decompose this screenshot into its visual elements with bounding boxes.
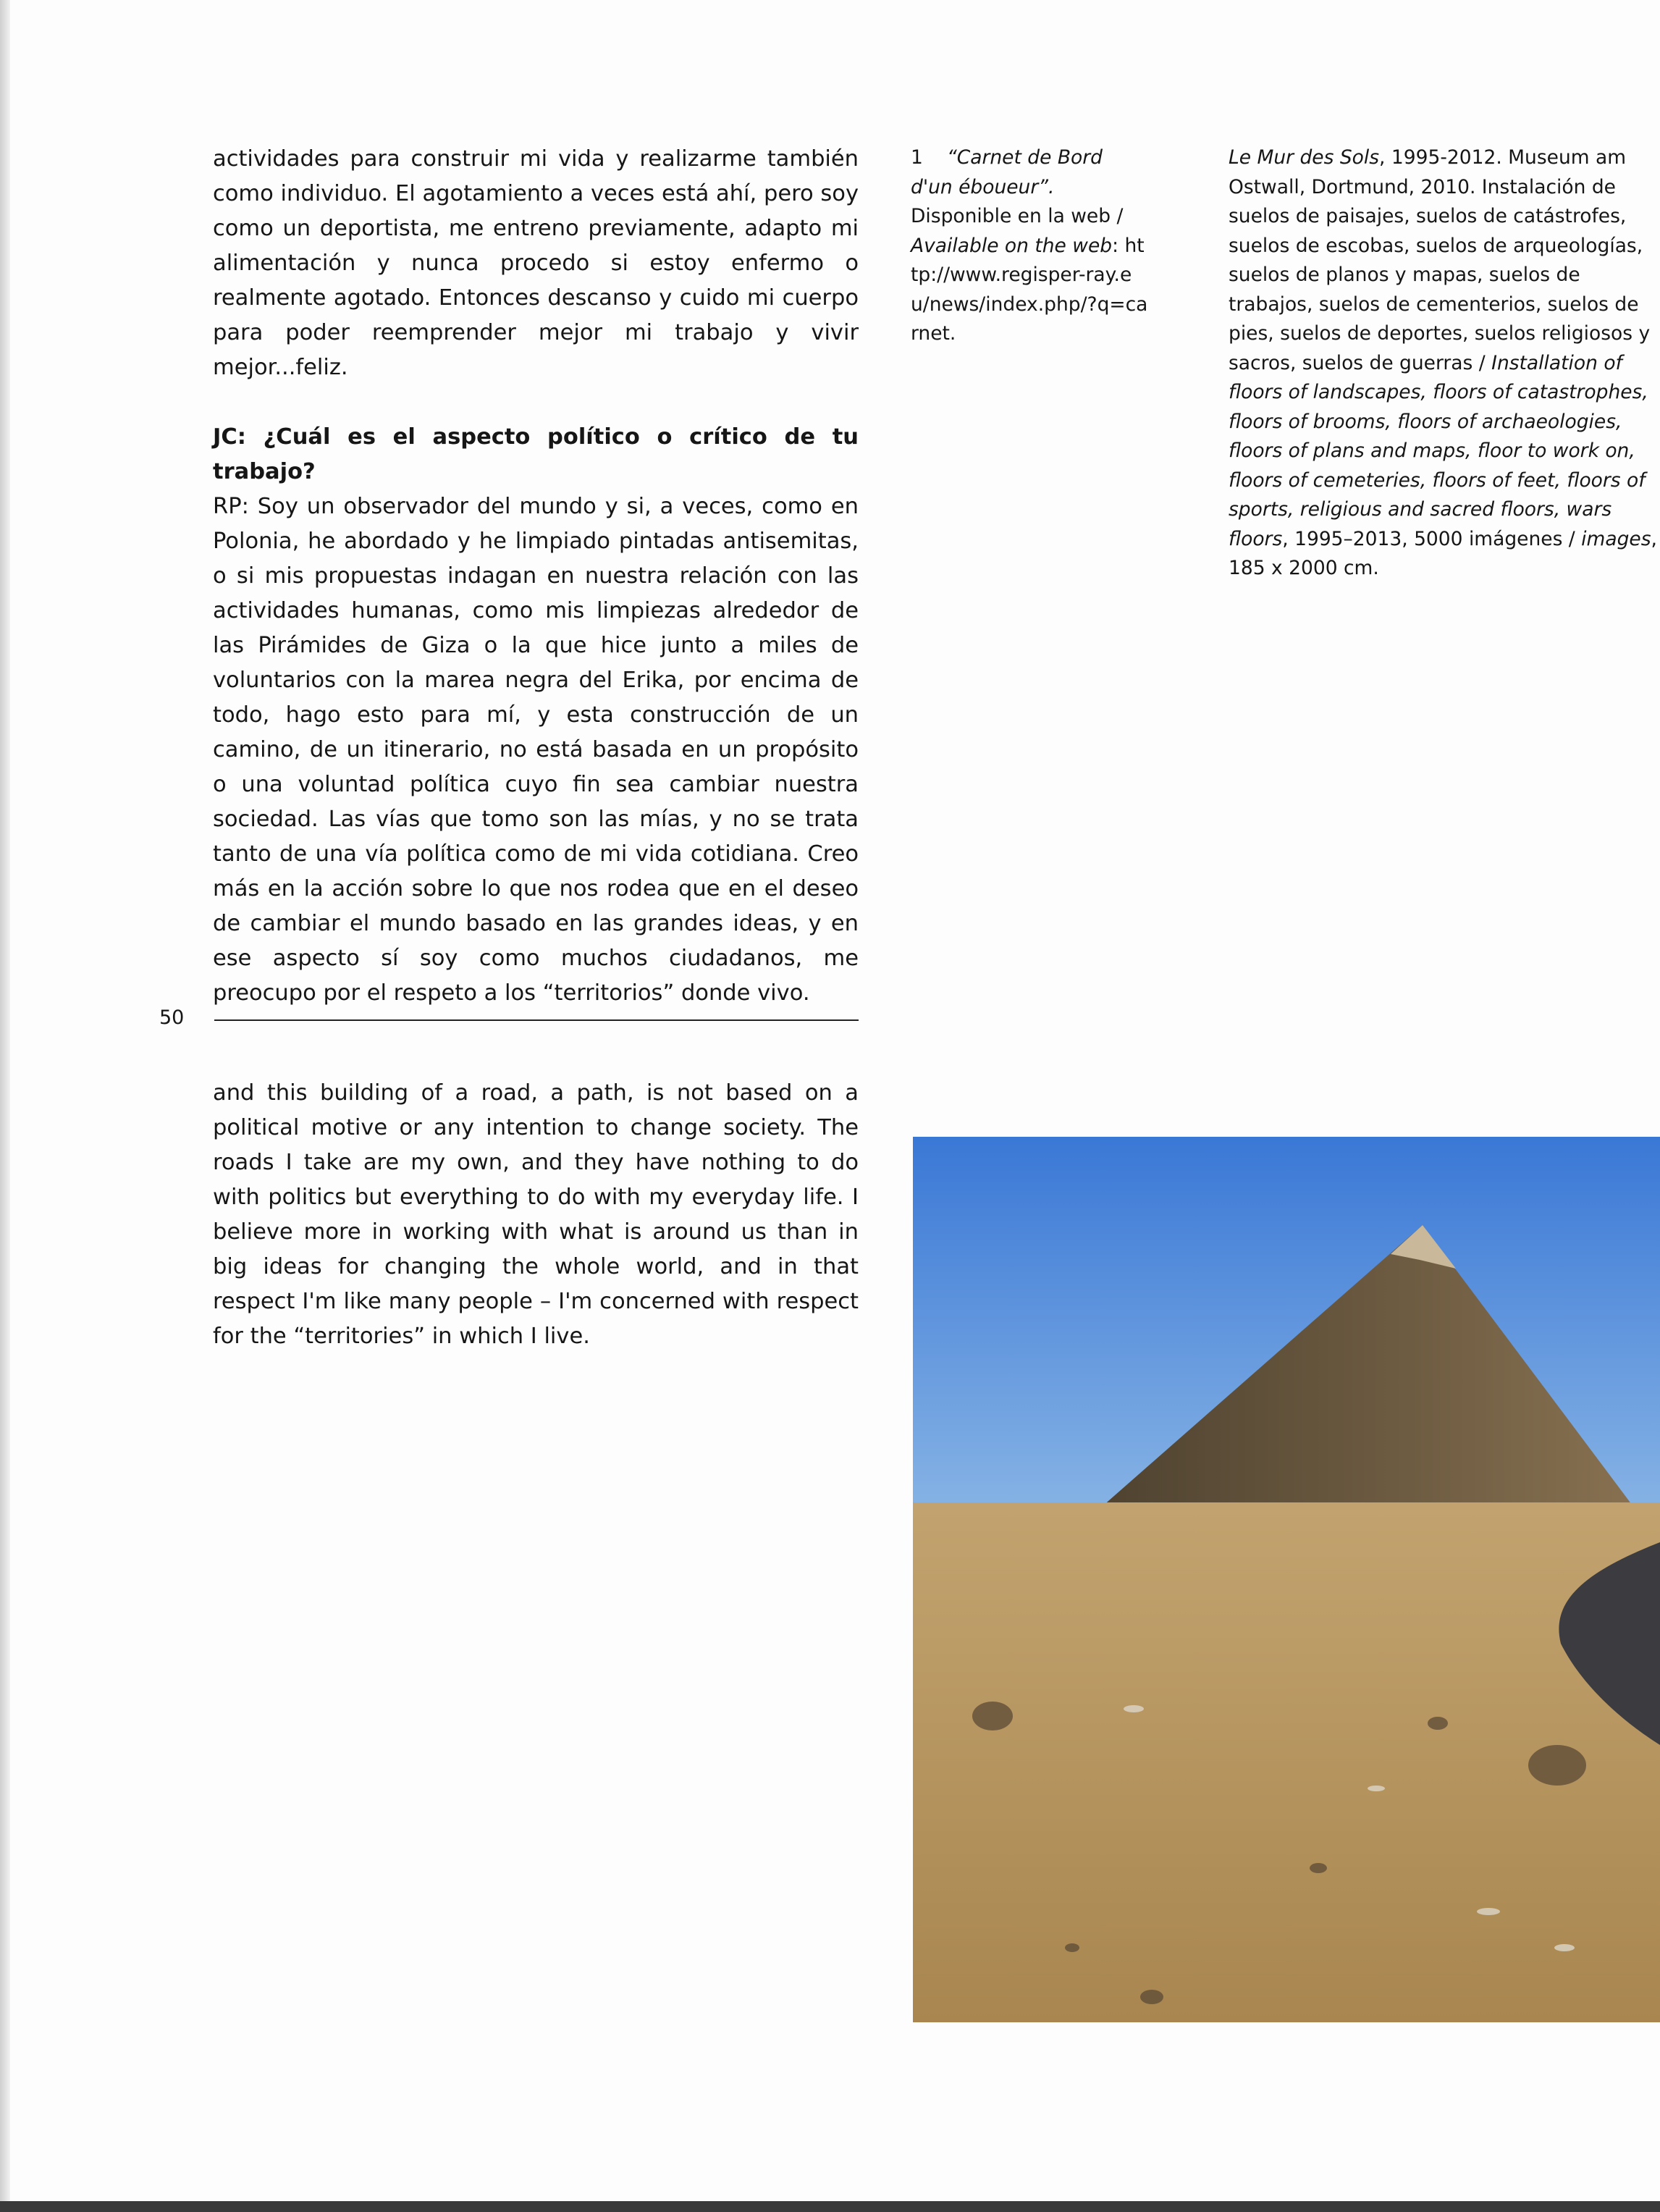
- rock: [972, 1702, 1013, 1731]
- caption-size: , 185 x 2000 cm.: [1229, 527, 1657, 579]
- rock: [1310, 1863, 1327, 1873]
- page-number: 50: [159, 1006, 185, 1029]
- scan-bottom-edge: [0, 2201, 1660, 2212]
- rock: [1528, 1745, 1586, 1786]
- interview-question: JC: ¿Cuál es el aspecto político o crítico de tu trabajo?: [213, 424, 859, 484]
- caption-details-en: Installation of floors of landscapes, floors of catastrophes, floors of brooms, floors of archaeologies, floors of plans and maps, floor to work on, floors of cemeteries, floors of feet, floors of sports, religious and sacred floors, wars floors: [1229, 351, 1648, 550]
- footnote-number: 1: [911, 146, 923, 169]
- rock: [1428, 1717, 1448, 1730]
- english-paragraph: and this building of a road, a path, is not based on a political motive or any intention to change society. The roads I take are my own, and they have nothing to do with politics but everything to do with my everyday life. I believe more in working with what is around us than in big ideas for changing the whole world, and in that respect I'm like many people – I'm concerned with respect for the “territories” in which I live.: [213, 1080, 859, 1349]
- interview-answer: RP: Soy un observador del mundo y si, a veces, como en Polonia, he abordado y he limpiado pintadas antisemitas, o si mis propuestas indagan en nuestra relación con las actividades humanas, como mis limpiezas alrededor de las Pirámides de Giza o la que hice junto a miles de voluntarios con la marea negra del Erika, por encima de todo, hago esto para mí, y esta construcción de un camino, de un itinerario, no está basada en un propósito o una voluntad política cuyo fin sea cambiar nuestra sociedad. Las vías que tomo son las mías, y no se trata tanto de una vía política como de mi vida cotidiana. Creo más en la acción sobre lo que nos rodea que en el deseo de cambiar el mundo basado en las grandes ideas, y en ese aspecto sí soy como muchos ciudadanos, me preocupo por el respeto a los “territorios” donde vivo.: [213, 494, 859, 1006]
- footnote-url: http://www.regisper-ray.eu/news/index.php/?q=carnet.: [911, 234, 1148, 345]
- footnote: 1 “Carnet de Bord d'un éboueur”. Disponible en la web / Available on the web: http://www.regisper-ray.eu/news/index.php/?q=carnet.: [911, 143, 1150, 349]
- english-text-column: [213, 1076, 859, 1354]
- footnote-web-en: Available on the web: [911, 234, 1113, 257]
- image-caption: [1229, 143, 1660, 584]
- column-divider-rule: [214, 1019, 859, 1021]
- footnote-web-es: Disponible en la web /: [911, 205, 1124, 227]
- caption-title: Le Mur des Sols: [1229, 146, 1380, 169]
- caption-details-es: , 1995-2012. Museum am Ostwall, Dortmund, 2010. Instalación de suelos de paisajes, suelos de catástrofes, suelos de escobas, suelos de arqueologías, suelos de planos y mapas, suelos de trabajos, suelos de cementerios, suelos de pies, suelos de deportes, suelos religiosos y sacros, suelos de guerras /: [1229, 146, 1651, 374]
- footnote-title: “Carnet de Bord d'un éboueur”.: [911, 146, 1103, 198]
- rock: [1065, 1943, 1079, 1952]
- page-edge-shadow: [0, 0, 10, 2212]
- caption-dates: , 1995–2013, 5000 imágenes /: [1282, 527, 1582, 550]
- pyramid-photo: [913, 1137, 1660, 2022]
- spanish-text-column: [213, 142, 859, 1011]
- caption-images-word: images: [1581, 527, 1651, 550]
- spanish-paragraph-1: actividades para construir mi vida y realizarme también como individuo. El agotamiento a veces está ahí, pero soy como un deportista, me entreno previamente, adapto mi alimentación y nunca procedo si estoy enfermo o realmente agotado. Entonces descanso y cuido mi cuerpo para poder reemprender mejor mi trabajo y vivir mejor...feliz.: [213, 146, 859, 380]
- rock: [1140, 1990, 1163, 2004]
